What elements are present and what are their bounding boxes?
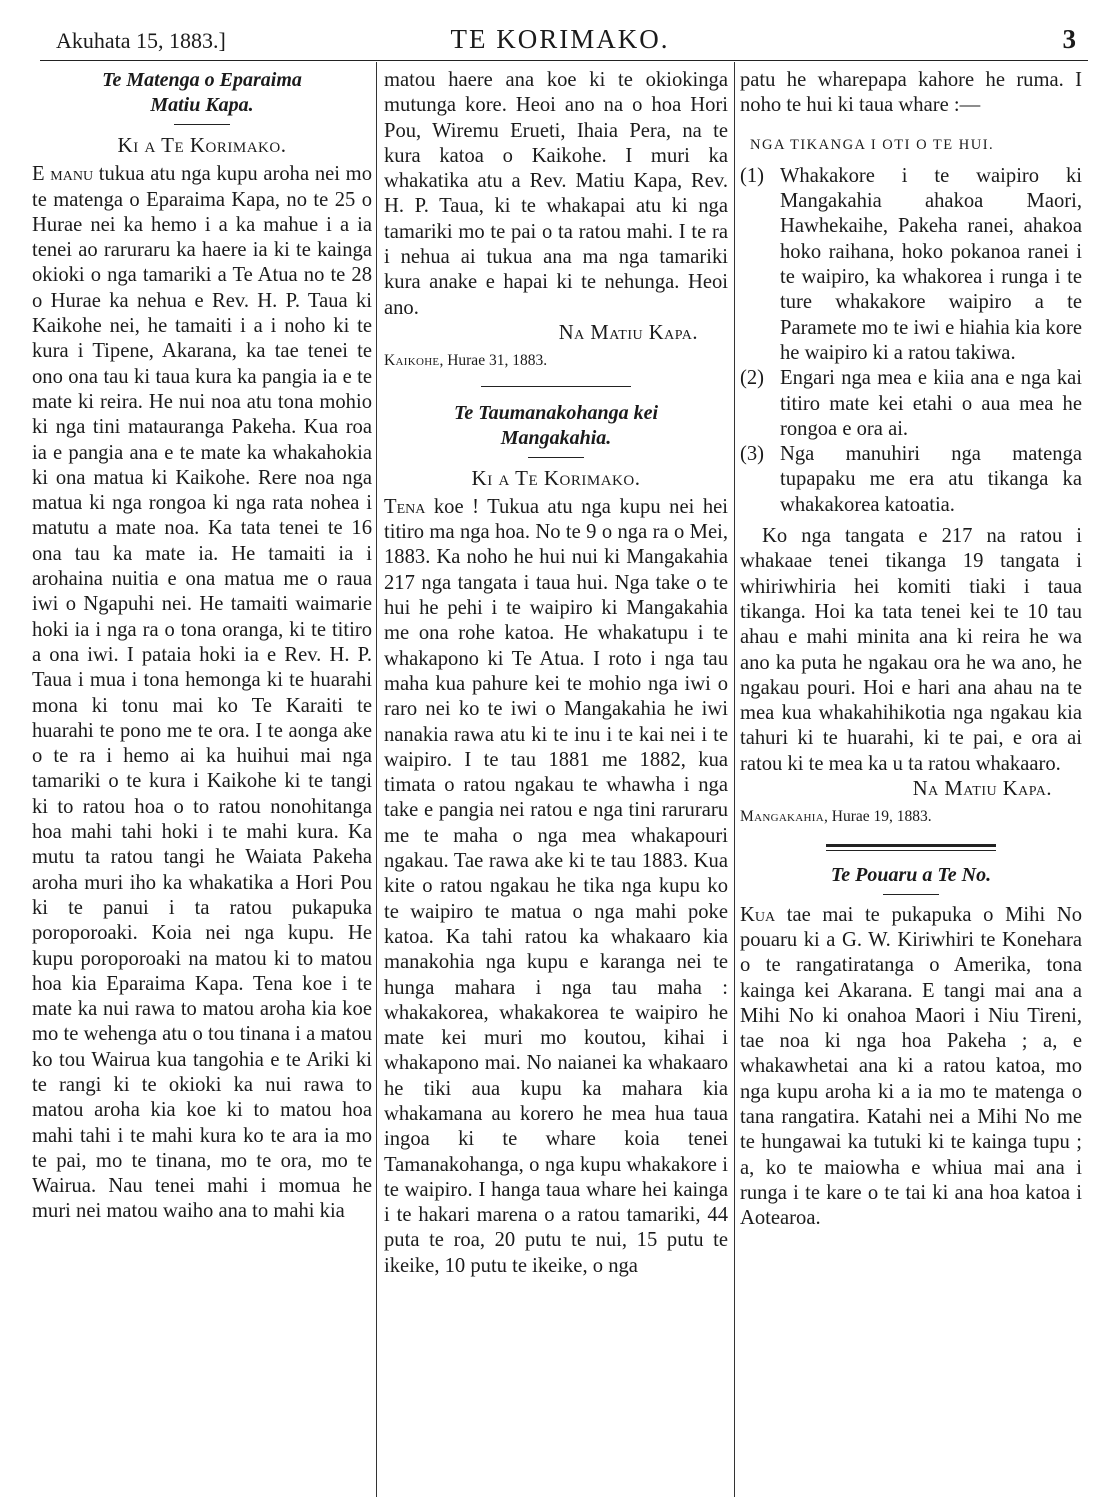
column-3 bbox=[740, 68, 1082, 1231]
article1-salutation: Ki a Te Korimako. bbox=[117, 133, 287, 157]
article1-body-continued: matou haere ana koe ki te okiokinga mutunga kore. Heoi ano na o hoa Hori Pou, Wiremu Erueti, Ihaia Pera, na te kura katoa o Kaikohe. I muri ka whakatika atu a Rev. Matiu Kapa, Rev. H. P. Taua, ki te whakapai atu ki nga tamariki mo te pai o ta ratou mahi. I te ra i nehua ai tukua ana ma nga tamariki kura anake e hapai ki te nehunga. Heoi ano. bbox=[384, 69, 728, 319]
list-item-number: (1) bbox=[740, 164, 765, 187]
list-item-number: (2) bbox=[740, 367, 765, 390]
article2-date: , Hurae 19, 1883. bbox=[824, 808, 932, 826]
article-separator-double bbox=[826, 844, 996, 851]
page-number: 3 bbox=[1062, 24, 1076, 54]
column-divider-right bbox=[734, 62, 735, 1497]
article2-body-continued: patu he wharepapa kahore he ruma. I noho te hui ki taua whare :— bbox=[740, 69, 1082, 117]
article2-signature: Na Matiu Kapa. bbox=[912, 778, 1052, 801]
article1-heading-line2: Matiu Kapa. bbox=[150, 94, 254, 116]
article2-body bbox=[384, 495, 728, 1279]
article2-body-text: koe ! Tukua atu nga kupu nei hei titiro ma nga hoa. No te 9 o nga ra o Mei, 1883. Ka noho he hui nui ki Mangakahia 217 nga tangata i taua hui. Nga take o te hui he pehi i te waipiro ki Mangakahia me ona rohe katoa. He whakatupu i te whakapono ki Te Atua. I roto i nga tau maha kua pahure kei te mohio nga iwi o raro nei ko te iwi o Mangakahia he iwi nanakia rawa atu ki te inu i te kai nei i te waipiro. I te tau 1881 me 1882, kua timata o ratou ngakau te whawha i nga take e pangia nei ratou e nga tini raruraru me te maha o nga mea whakapouri ngakau. Tae rawa ake ki te tau 1883. Kua kite o ratou ngakau he tika nga kupu ko te waipiro te matua o nga mahi poke katoa. Ka tahi ratou ka whakaaro kia manakohia nga kupu e karanga nei te hunga mahara i nga tau maha : whakakorea, whakakorea te waipiro he mate kei muri mo koutou, kihai i whakapono mai. No naianei ka whakaaro he tiki aua kupu ka mahara kia whakamana au korero he mea hua taua ingoa ki te whare koia tenei Tamanakohanga, o nga kupu whakakore i te waipiro. I hanga taua whare hei kainga i te hakari marena o a ratou tamariki, 44 puta te roa, 20 putu te nui, 15 putu te ikeike, 10 putu te ikeike, o nga bbox=[384, 495, 728, 1277]
article1-date: , Hurae 31, 1883. bbox=[439, 352, 548, 370]
article2-heading bbox=[384, 401, 728, 451]
list-item bbox=[740, 366, 1082, 442]
column-2 bbox=[384, 68, 728, 1279]
article1-heading-line1: Te Matenga o Eparaima bbox=[102, 69, 302, 91]
heading-rule bbox=[528, 457, 584, 458]
masthead-rule bbox=[40, 60, 1088, 61]
article3-body-lead: Kua bbox=[740, 903, 776, 926]
heading-rule bbox=[883, 894, 939, 895]
article2-heading-line2: Mangakahia. bbox=[500, 426, 612, 449]
list-item-text: Nga manuhiri nga matenga tupapaku me era atu tikanga ka whakakorea katoatia. bbox=[780, 443, 1082, 516]
list-item bbox=[740, 164, 1082, 366]
article2-place-date bbox=[740, 804, 1082, 829]
article1-body-lead: E manu bbox=[32, 163, 94, 186]
article2-heading-line1: Te Taumanakohanga kei bbox=[453, 401, 659, 424]
article1-place: Kaikohe bbox=[384, 352, 440, 370]
article2-subheading: NGA TIKANGA I OTI O TE HUI. bbox=[750, 136, 995, 153]
list-item-text: Engari nga mea e kiia ana e nga kai titiro mate kei etahi o aua mea he rongoa e ora ai. bbox=[780, 367, 1082, 440]
article1-heading bbox=[32, 68, 372, 118]
article2-body-lead: Tena bbox=[384, 495, 426, 518]
article1-body-text: tukua atu nga kupu aroha nei mo te matenga o Eparaima Kapa, no te 25 o Hurae nei ka hemo i a ka mahue i a ia tenei ao raruraru ka haere ia ki te kainga okioki o nga tamariki a Te Atua no te 28 o Hurae ka nehua e Rev. H. P. Taua ki Kaikohe nei, he tamaiti i a i noho ki te kura i Tipene, Akarana, ka tae tenei te ono ona tau ki taua kura ka pangia ia e te mate ki reira. He nui noa atu tona mohio ki nga tini matauranga Pakeha. Kua roa ia e pangia ana e te mate ka whakahokia ki ona matua ki Kaikohe. Rere noa nga matua ki nga rongoa ki nga rata nohea i matutu a mate noa. Ka tata tenei te 16 ona tau ka mate ia. He tamaiti ia i arohaina nuitia e ona matua me o raua iwi o Ngapuhi nei. He tamaiti waimarie hoki ia i nga ra o tona oranga, ki te titiro a ona iwi. I pataia hoki ia e Rev. H. P. Taua i mua i tona hemonga ki te huarahi mona ki tonu mai ko Te Karaiti te huarahi te pono me te ora. I te aonga ake o te ra i hemo ai ka huihui mai nga tamariki o te kura i Kaikohe ki te tangi ki to ratou hoa o to ratou nonohitanga hoa mahi tahi hoki i te mahi kura. Ka mutu ta ratou tangi he Waiata Pakeha aroha muri iho ka whakatika a Hori Pou ki te panui i ta ratou pukapuka poroporoaki. Koia nei nga kupu. He kupu poroporoaki na matou ki to matou hoa kia Eparaima Kapa. Tena koe i te mate ka nui rawa to matou aroha kia koe mo te wehenga atu o tou tinana i a matou ko tou Wairua kua tangohia e te Ariki ki te rangi ki te okioki ka nui rawa to matou aroha kia koe ki to matou hoa mahi tahi i te mahi kura ko te ara ia mo te pai, mo te tinana, mo te ora, mo te Wairua. Nau tenei mahi i momua he muri nei matou waiho ana to mahi kia bbox=[32, 163, 372, 1223]
list-item bbox=[740, 442, 1082, 518]
article-separator bbox=[481, 386, 631, 387]
column-divider-left bbox=[376, 62, 377, 1497]
list-item-number: (3) bbox=[740, 443, 765, 466]
article1-body bbox=[32, 162, 372, 1224]
heading-rule bbox=[174, 124, 230, 125]
article1-signature: Na Matiu Kapa. bbox=[558, 321, 698, 344]
article2-closing: Ko nga tangata e 217 na ratou i whakaae tenei tikanga 19 tangata i whiriwhiria hei komiti tiaki i taua tikanga. Hoi ka tata tenei kei te 10 tau ahau e mahi minita ana ki reira he wa ano ka puta he ngakau ora he wa ano, he ngakau pouri. Hoi e hari ana ahau na te mea kua whakahihikotia nga ngakau kia tahuri ki te huarahi, ki te pai, e ora ai ratou ki te mea ka u ta ratou whakaaro. bbox=[740, 525, 1082, 775]
newspaper-title: TE KORIMAKO. bbox=[450, 24, 670, 54]
article2-salutation: Ki a Te Korimako. bbox=[471, 465, 641, 490]
masthead bbox=[40, 22, 1080, 58]
article3-heading: Te Pouaru a Te No. bbox=[830, 863, 992, 886]
list-item-text: Whakakore i te waipiro ki Mangakahia ahakoa Maori, Hawhekaihe, Pakeha ranei, ahakoa hoko raihana, hoko pokanoa ranei i te waipiro, ka whakorea i runga i te ture whakakore waipiro a te Paramete mo te iwi e hiahia kia kore he waipiro ki a ratou takiwa. bbox=[780, 164, 1082, 364]
article3-body bbox=[740, 903, 1082, 1232]
article2-place: Mangakahia bbox=[740, 808, 824, 826]
article3-body-text: tae mai te pukapuka o Mihi No pouaru ki a G. W. Kiriwhiri te Konehara o te rangatiratanga o Amerika, tona kainga kei Akarana. E tangi mai ana a Mihi No ki onahoa Maori i Niu Tireni, tae noa ki nga hoa Pakeha ; a, e whakawhetai ana ki a ratou katoa, mo nga kupu aroha ki a ia mo te matenga o tana rangatira. Katahi nei a Mihi No me te hungawai ka tutuki ki te kainga tupu ; a, ko te maiowha e whiua mai ana i runga i te kare o te tai ki ana hoa katoa i Aotearoa. bbox=[740, 903, 1082, 1230]
column-1 bbox=[32, 68, 372, 1225]
article1-place-date bbox=[384, 348, 728, 373]
issue-date: Akuhata 15, 1883.] bbox=[56, 28, 226, 53]
